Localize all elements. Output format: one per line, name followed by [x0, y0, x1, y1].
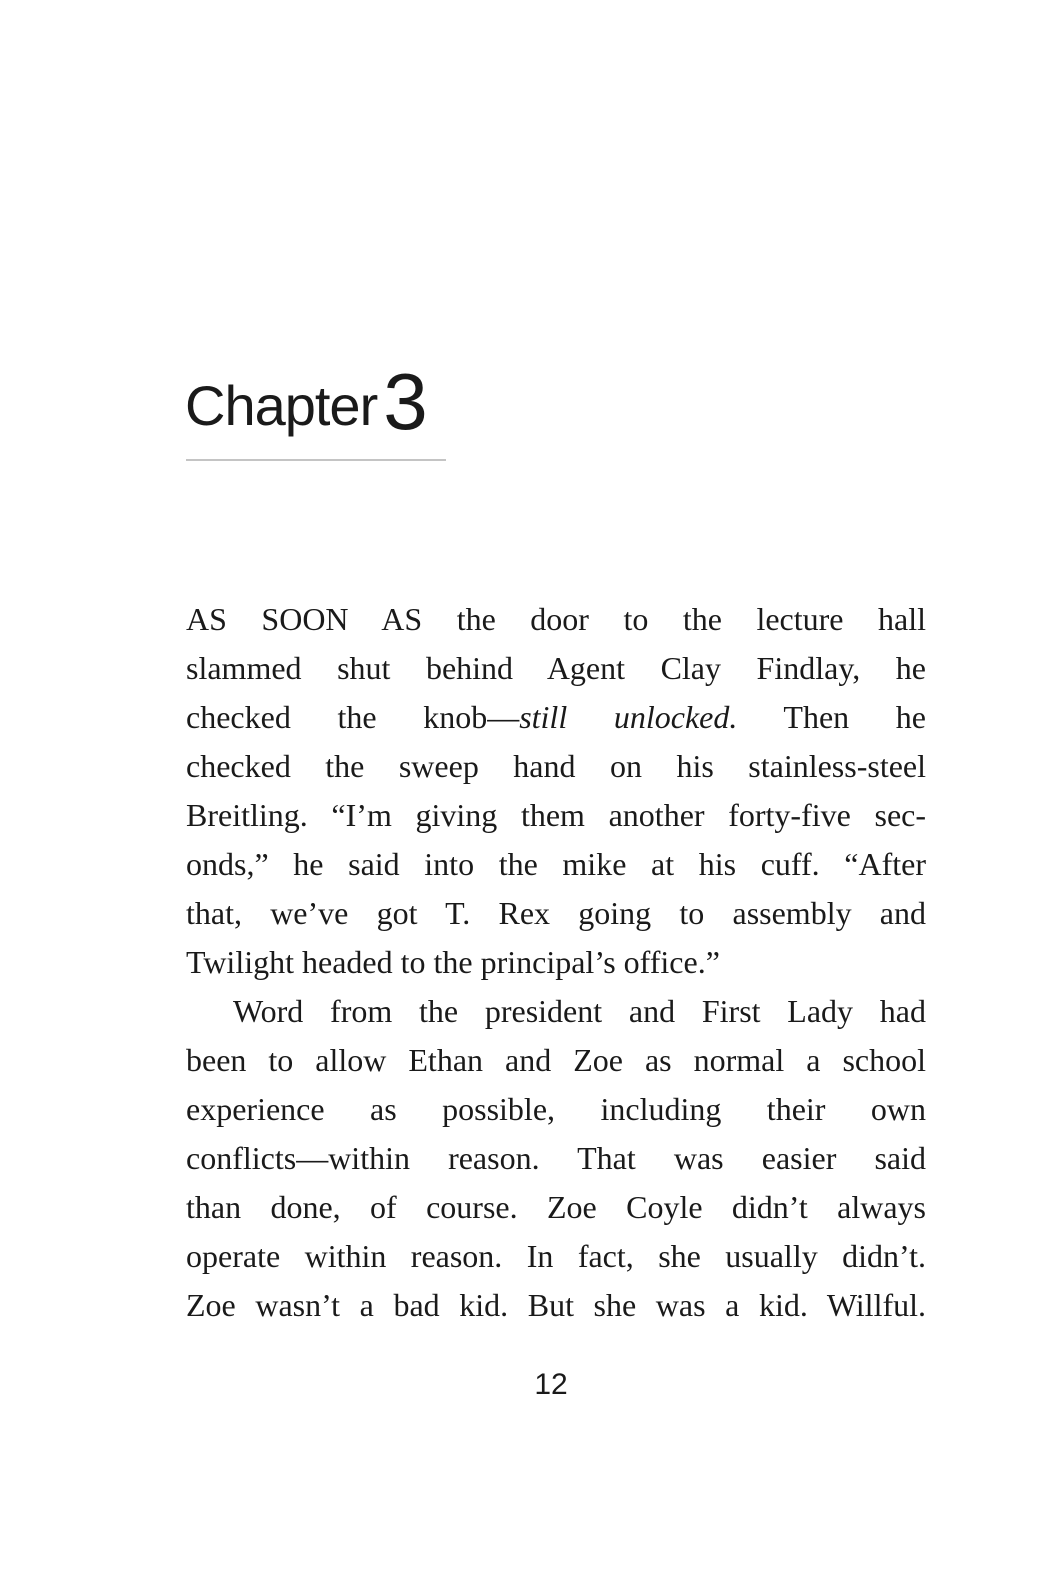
text-line: slammed shut behind Agent Clay Findlay, he — [186, 650, 926, 686]
text-line: Twilight headed to the principal’s office.” — [186, 944, 720, 980]
text-line: Breitling. “I’m giving them another forty-five sec- — [186, 797, 926, 833]
chapter-word: Chapter — [185, 374, 378, 437]
text-line: Zoe wasn’t a bad kid. But she was a kid. Willful. — [186, 1287, 926, 1323]
text-line: checked the sweep hand on his stainless-steel — [186, 748, 926, 784]
body-text — [186, 595, 926, 1330]
text-line: Word from the president and First Lady had — [233, 993, 926, 1029]
chapter-number: 3 — [383, 357, 428, 446]
text-line: conflicts—within reason. That was easier said — [186, 1140, 926, 1176]
text-line: been to allow Ethan and Zoe as normal a school — [186, 1042, 926, 1078]
page-number: 12 — [534, 1368, 568, 1401]
text-line: onds,” he said into the mike at his cuff. “After — [186, 846, 926, 882]
chapter-heading — [185, 357, 447, 446]
text-line — [186, 693, 926, 742]
text-line: AS SOON AS the door to the lecture hall — [186, 601, 926, 637]
text-line: experience as possible, including their own — [186, 1091, 926, 1127]
chapter-rule — [186, 459, 446, 461]
italic-text: still unlocked. — [519, 699, 738, 735]
text-run: checked the knob— — [186, 699, 520, 735]
text-run: Then he — [737, 699, 926, 735]
text-line: operate within reason. In fact, she usually didn’t. — [186, 1238, 926, 1274]
text-line: than done, of course. Zoe Coyle didn’t always — [186, 1189, 926, 1225]
text-line: that, we’ve got T. Rex going to assembly and — [186, 895, 926, 931]
